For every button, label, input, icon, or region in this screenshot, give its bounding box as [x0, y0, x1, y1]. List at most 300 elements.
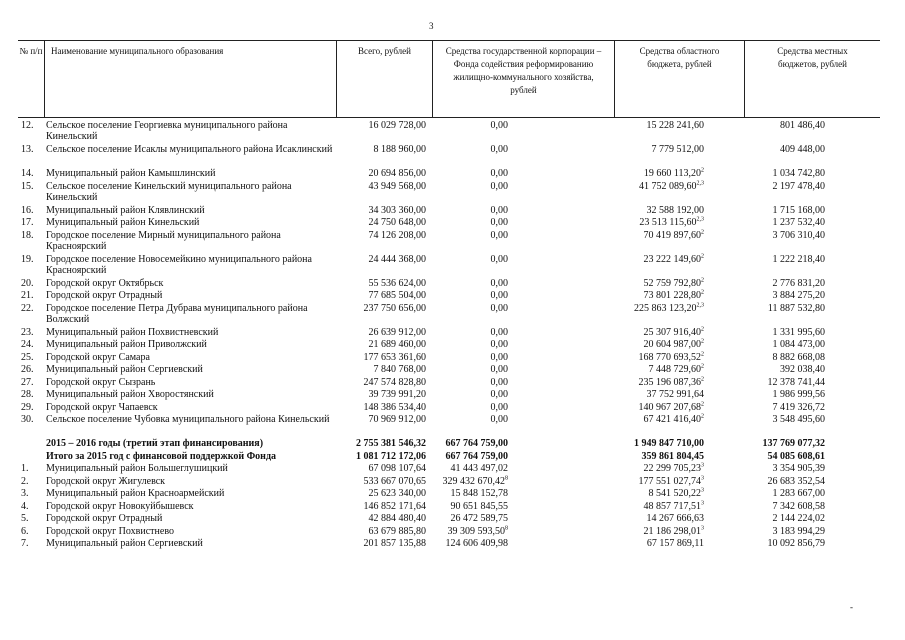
row-regional	[644, 414, 705, 425]
row-total-text: 247 574 828,80	[363, 376, 426, 388]
row-regional	[644, 278, 705, 289]
row-local-text: 1 331 995,60	[772, 326, 825, 338]
row-number	[21, 217, 34, 228]
table-row	[18, 377, 880, 390]
row-local	[773, 463, 826, 474]
row-regional	[639, 476, 705, 487]
row-local	[773, 501, 826, 512]
row-number	[21, 205, 34, 216]
row-regional-text: 67 157 869,11	[646, 538, 704, 549]
row-regional	[647, 513, 705, 524]
row-regional-footnote: 3	[701, 462, 704, 469]
column-header-regional: Средства областного бюджета, рублей	[614, 41, 744, 117]
row-regional	[644, 501, 705, 512]
row-name-text: Муниципальный район Кинельский	[46, 217, 200, 228]
row-fund	[491, 290, 509, 301]
row-name	[46, 364, 336, 375]
row-name	[46, 352, 336, 363]
row-number-text: 20.	[21, 277, 34, 289]
row-local	[768, 377, 826, 388]
row-local-text: 409 448,00	[780, 144, 825, 155]
row-regional	[649, 364, 705, 375]
row-total	[364, 377, 427, 388]
row-total-text: 24 444 368,00	[368, 253, 426, 265]
row-local-text: 2 776 831,20	[772, 277, 825, 289]
row-total-text: 7 840 768,00	[373, 364, 426, 375]
row-total-text: 21 689 460,00	[368, 339, 426, 350]
row-regional-text: 225 863 123,20	[634, 302, 697, 314]
row-number	[21, 538, 29, 549]
row-number-text: 5.	[21, 513, 29, 524]
row-local-text: 1 034 742,80	[772, 168, 825, 179]
row-fund	[491, 389, 509, 400]
row-total	[369, 327, 427, 338]
row-fund-text: 90 651 845,55	[450, 500, 508, 512]
row-name	[46, 414, 336, 425]
table-row	[18, 217, 880, 230]
row-name	[46, 290, 336, 301]
row-name-text: Муниципальный район Сергиевский	[46, 538, 203, 549]
row-total-text: 1 081 712 172,06	[356, 450, 426, 462]
row-regional-footnote: 2	[701, 338, 704, 345]
row-regional	[644, 463, 705, 474]
row-local	[768, 451, 826, 462]
row-regional-text: 41 752 089,60	[639, 180, 697, 192]
row-name	[46, 254, 336, 276]
table-row	[18, 364, 880, 377]
row-name	[46, 217, 336, 228]
row-name-text: Городской округ Сызрань	[46, 376, 156, 388]
row-regional-text: 70 419 897,60	[643, 229, 701, 241]
row-regional	[644, 168, 704, 179]
row-name	[46, 402, 336, 413]
row-local	[773, 327, 826, 338]
row-fund	[491, 327, 509, 338]
row-name-text: 2015 – 2016 годы (третий этап финансирования)	[46, 438, 264, 449]
row-local	[773, 414, 826, 425]
row-total	[369, 513, 427, 524]
row-name	[46, 120, 336, 142]
row-total	[369, 488, 427, 499]
row-fund	[451, 501, 509, 512]
row-fund-text: 41 443 497,02	[450, 463, 508, 474]
row-regional	[639, 217, 704, 228]
row-name	[46, 168, 336, 179]
table-summary-row	[18, 451, 880, 464]
row-name	[46, 526, 336, 537]
row-fund-text: 0,00	[490, 120, 508, 131]
row-total	[369, 339, 427, 350]
row-fund-text: 0,00	[490, 339, 508, 350]
row-number-text: 1.	[21, 463, 29, 474]
row-name-text: Муниципальный район Похвистневский	[46, 326, 219, 338]
row-total-text: 43 949 568,00	[368, 180, 426, 192]
row-regional	[647, 205, 705, 216]
table-row	[18, 290, 880, 303]
row-local	[773, 389, 826, 400]
row-fund-text: 329 432 670,42	[442, 475, 505, 487]
row-total	[369, 181, 427, 192]
row-regional-text: 32 588 192,00	[646, 204, 704, 216]
row-regional-footnote: 2,3	[696, 180, 704, 187]
column-header-name: Наименование муниципального образования	[44, 41, 336, 117]
row-name-text: Городской округ Похвистнево	[46, 525, 174, 537]
row-local	[780, 120, 825, 131]
row-regional-text: 52 759 792,80	[643, 277, 701, 289]
row-local	[763, 438, 826, 449]
row-regional-text: 177 551 027,74	[638, 475, 701, 487]
row-total-text: 8 188 960,00	[373, 144, 426, 155]
row-regional-footnote: 2	[701, 253, 704, 260]
column-header-fund: Средства государственной корпорации – Фонда содействия реформированию жилищно-коммунального хозяйства, рублей	[432, 41, 614, 117]
table-row	[18, 278, 880, 291]
row-regional-footnote: 2	[701, 289, 704, 296]
row-total	[364, 402, 427, 413]
row-number	[21, 488, 29, 499]
row-total-text: 146 852 171,64	[363, 500, 426, 512]
row-number-text: 3.	[21, 488, 29, 499]
row-fund	[491, 120, 509, 131]
row-local	[773, 181, 826, 192]
row-name	[46, 538, 336, 549]
table-summary-row	[18, 438, 880, 451]
row-fund-text: 15 848 152,78	[450, 488, 508, 499]
row-fund	[491, 377, 509, 388]
row-regional-footnote: 2	[701, 363, 704, 370]
row-fund	[491, 414, 509, 425]
row-fund	[491, 339, 509, 350]
row-local-text: 1 222 218,40	[772, 253, 825, 265]
row-name-text: Итого за 2015 год с финансовой поддержкой Фонда	[46, 450, 276, 462]
table-row	[18, 513, 880, 526]
row-name-text: Муниципальный район Сергиевский	[46, 364, 203, 375]
row-total-text: 2 755 381 546,32	[356, 438, 426, 449]
table-row	[18, 389, 880, 402]
row-fund-text: 26 472 589,75	[450, 513, 508, 524]
row-local	[773, 339, 826, 350]
row-number	[21, 168, 34, 179]
row-regional	[634, 438, 704, 449]
row-fund	[446, 438, 509, 449]
row-name-text: Муниципальный район Клявлинский	[46, 204, 205, 216]
table-row	[18, 501, 880, 514]
row-fund-text: 0,00	[490, 290, 508, 301]
row-name	[46, 205, 336, 216]
row-number	[21, 144, 34, 155]
row-name-text: Городское поселение Новосемейкино муниципального района Красноярский	[46, 253, 312, 276]
row-local-text: 7 342 608,58	[772, 500, 825, 512]
row-local-text: 12 378 741,44	[767, 376, 825, 388]
row-regional-footnote: 2	[701, 167, 704, 174]
row-name	[46, 476, 336, 487]
row-local-text: 26 683 352,54	[767, 475, 825, 487]
row-number-text: 13.	[21, 144, 34, 155]
row-local	[773, 402, 826, 413]
row-number	[21, 327, 34, 338]
row-number-text: 24.	[21, 339, 34, 350]
row-total	[374, 364, 427, 375]
row-fund	[491, 254, 509, 265]
row-regional	[644, 339, 705, 350]
row-number-text: 14.	[21, 168, 34, 179]
row-fund	[491, 230, 509, 241]
row-regional	[642, 451, 705, 462]
table-row	[18, 463, 880, 476]
row-fund-text: 0,00	[490, 180, 508, 192]
row-total-text: 177 653 361,60	[363, 351, 426, 363]
row-number	[21, 389, 34, 400]
row-fund-text: 0,00	[490, 217, 508, 228]
row-fund	[491, 205, 509, 216]
table-row	[18, 352, 880, 365]
row-total-text: 74 126 208,00	[368, 229, 426, 241]
row-local-text: 1 283 667,00	[772, 488, 825, 499]
row-name-text: Городское поселение Петра Дубрава муниципального района Волжский	[46, 302, 308, 325]
row-name	[46, 488, 336, 499]
table-row	[18, 168, 880, 181]
row-name	[46, 501, 336, 512]
row-fund-text: 667 764 759,00	[445, 450, 508, 462]
row-local-text: 801 486,40	[780, 120, 825, 131]
table-row	[18, 181, 880, 205]
row-fund-text: 0,00	[490, 229, 508, 241]
table-row	[18, 538, 880, 551]
page-number: 3	[429, 21, 434, 31]
row-fund-text: 124 606 409,98	[445, 538, 508, 549]
row-regional-text: 21 186 298,01	[643, 525, 701, 537]
row-local	[773, 352, 826, 363]
row-total	[369, 526, 427, 537]
row-name	[46, 389, 336, 400]
row-local-text: 3 183 994,29	[772, 525, 825, 537]
row-total	[364, 303, 427, 314]
row-fund	[491, 352, 509, 363]
row-total	[369, 414, 427, 425]
table-row	[18, 327, 880, 340]
row-number	[21, 278, 34, 289]
row-number-text: 23.	[21, 326, 34, 338]
row-name-text: Сельское поселение Кинельский муниципального района Кинельский	[46, 180, 292, 203]
row-regional-text: 23 513 115,60	[639, 217, 697, 228]
row-total	[369, 230, 427, 241]
row-name-text: Городской округ Новокуйбышевск	[46, 500, 194, 512]
row-number-text: 18.	[21, 229, 34, 241]
row-fund-text: 0,00	[490, 168, 508, 179]
row-local-text: 1 084 473,00	[772, 339, 825, 350]
row-total	[364, 476, 427, 487]
row-regional-text: 73 801 228,80	[643, 290, 701, 301]
row-local-text: 8 882 668,08	[772, 351, 825, 363]
row-regional	[644, 230, 705, 241]
row-local-text: 392 038,40	[780, 364, 825, 375]
row-regional-text: 23 222 149,60	[643, 253, 701, 265]
row-local	[773, 230, 826, 241]
column-header-local: Средства местных бюджетов, рублей	[744, 41, 880, 117]
row-name	[46, 303, 336, 325]
row-local	[773, 526, 826, 537]
row-number	[21, 352, 34, 363]
row-number	[21, 513, 29, 524]
row-name	[46, 230, 336, 252]
column-header-total: Всего, рублей	[336, 41, 432, 117]
column-header-num: № п/п	[19, 46, 43, 56]
row-number-text: 6.	[21, 525, 29, 537]
row-fund	[443, 476, 509, 487]
row-number-text: 12.	[21, 120, 34, 131]
row-regional-footnote: 3	[701, 500, 704, 507]
row-regional	[647, 389, 705, 400]
row-total-text: 26 639 912,00	[368, 326, 426, 338]
row-local-text: 1 237 532,40	[772, 217, 825, 228]
row-number	[21, 501, 29, 512]
row-number-text: 19.	[21, 253, 34, 265]
row-local-text: 10 092 856,79	[767, 538, 825, 549]
row-number-text: 21.	[21, 290, 34, 301]
row-name	[46, 327, 336, 338]
row-fund-text: 0,00	[490, 376, 508, 388]
row-regional-footnote: 2,3	[696, 302, 704, 309]
row-total-text: 20 694 856,00	[368, 168, 426, 179]
row-local-text: 2 144 224,02	[772, 513, 825, 524]
table-row	[18, 205, 880, 218]
row-regional	[639, 352, 705, 363]
row-regional-text: 14 267 666,63	[646, 513, 704, 524]
row-local-text: 137 769 077,32	[762, 438, 825, 449]
row-fund-text: 0,00	[490, 389, 508, 400]
row-total	[369, 290, 427, 301]
row-local	[773, 488, 826, 499]
row-number	[21, 377, 34, 388]
table-row	[18, 303, 880, 327]
row-fund-text: 0,00	[490, 414, 508, 425]
row-number-text: 27.	[21, 376, 34, 388]
row-local-text: 1 715 168,00	[772, 204, 825, 216]
row-regional-text: 25 307 916,40	[643, 326, 701, 338]
row-regional-text: 22 299 705,23	[643, 463, 701, 474]
row-local-text: 11 887 532,80	[767, 302, 825, 314]
row-fund-text: 0,00	[490, 204, 508, 216]
row-number	[21, 290, 34, 301]
row-fund-footnote: 8	[505, 525, 508, 532]
row-regional	[652, 144, 705, 155]
row-regional-footnote: 3	[701, 475, 704, 482]
row-name-text: Городской округ Самара	[46, 351, 150, 363]
row-fund	[491, 168, 509, 179]
row-fund-text: 0,00	[490, 364, 508, 375]
row-regional-text: 20 604 987,00	[643, 339, 701, 350]
row-fund	[451, 463, 509, 474]
row-number-text: 4.	[21, 500, 29, 512]
row-regional-footnote: 2	[701, 229, 704, 236]
row-name-text: Муниципальный район Хворостянский	[46, 389, 214, 400]
row-number-text: 17.	[21, 217, 34, 228]
row-local-text: 3 354 905,39	[772, 463, 825, 474]
table-row	[18, 476, 880, 489]
row-local-text: 3 548 495,60	[772, 414, 825, 425]
row-regional-text: 48 857 717,51	[643, 500, 701, 512]
row-number	[21, 364, 34, 375]
row-regional	[634, 303, 704, 314]
row-regional-footnote: 3	[701, 525, 704, 532]
row-local-text: 54 085 608,61	[767, 450, 825, 462]
row-number-text: 15.	[21, 180, 34, 192]
row-total	[369, 278, 427, 289]
row-total	[364, 352, 427, 363]
row-local	[773, 278, 826, 289]
row-regional-footnote: 2	[701, 413, 704, 420]
row-name	[46, 513, 336, 524]
row-total	[369, 463, 427, 474]
table-row	[18, 230, 880, 254]
row-regional-footnote: 2	[701, 401, 704, 408]
row-regional	[639, 377, 705, 388]
row-number-text: 29.	[21, 401, 34, 413]
row-fund	[491, 278, 509, 289]
row-regional-text: 168 770 693,52	[638, 351, 701, 363]
table-row	[18, 120, 880, 144]
row-local	[780, 144, 825, 155]
row-regional-text: 19 660 113,20	[643, 168, 701, 179]
row-total-text: 201 857 135,88	[363, 538, 426, 549]
row-name	[46, 377, 336, 388]
table-row	[18, 526, 880, 539]
row-number	[21, 230, 34, 241]
table-row	[18, 339, 880, 352]
row-regional-text: 15 228 241,60	[646, 120, 704, 131]
row-fund	[491, 364, 509, 375]
row-total	[369, 254, 427, 265]
row-local	[768, 538, 826, 549]
row-total-text: 533 667 070,65	[363, 475, 426, 487]
table-row	[18, 402, 880, 415]
row-total	[356, 438, 426, 449]
table-body	[18, 120, 880, 551]
row-total-text: 77 685 504,00	[368, 290, 426, 301]
table-header	[18, 40, 880, 118]
row-name-text: Городской округ Октябрьск	[46, 277, 164, 289]
row-regional-text: 359 861 804,45	[641, 450, 704, 462]
row-local	[773, 217, 826, 228]
row-regional	[647, 120, 705, 131]
row-number-text: 16.	[21, 204, 34, 216]
row-total	[374, 144, 427, 155]
row-local	[773, 205, 826, 216]
row-fund-footnote: 8	[505, 475, 508, 482]
row-fund	[446, 451, 509, 462]
table-row	[18, 414, 880, 438]
table-row	[18, 254, 880, 278]
row-local-text: 2 197 478,40	[772, 180, 825, 192]
row-total-text: 42 884 480,40	[368, 513, 426, 524]
row-local	[773, 290, 826, 301]
row-fund	[446, 538, 509, 549]
row-regional-footnote: 3	[701, 487, 704, 494]
row-total-text: 55 536 624,00	[368, 277, 426, 289]
row-number	[21, 463, 29, 474]
row-fund-text: 0,00	[490, 302, 508, 314]
row-name-text: Муниципальный район Приволжский	[46, 339, 207, 350]
row-total-text: 148 386 534,40	[363, 401, 426, 413]
row-name-text: Сельское поселение Чубовка муниципального района Кинельский	[46, 414, 330, 425]
row-regional-footnote: 2	[701, 376, 704, 383]
trailing-mark: -	[850, 602, 853, 612]
row-number-text: 22.	[21, 302, 34, 314]
row-regional	[647, 538, 704, 549]
row-local	[773, 254, 826, 265]
row-local	[773, 168, 826, 179]
row-regional-text: 7 448 729,60	[648, 364, 701, 375]
row-regional	[644, 254, 705, 265]
